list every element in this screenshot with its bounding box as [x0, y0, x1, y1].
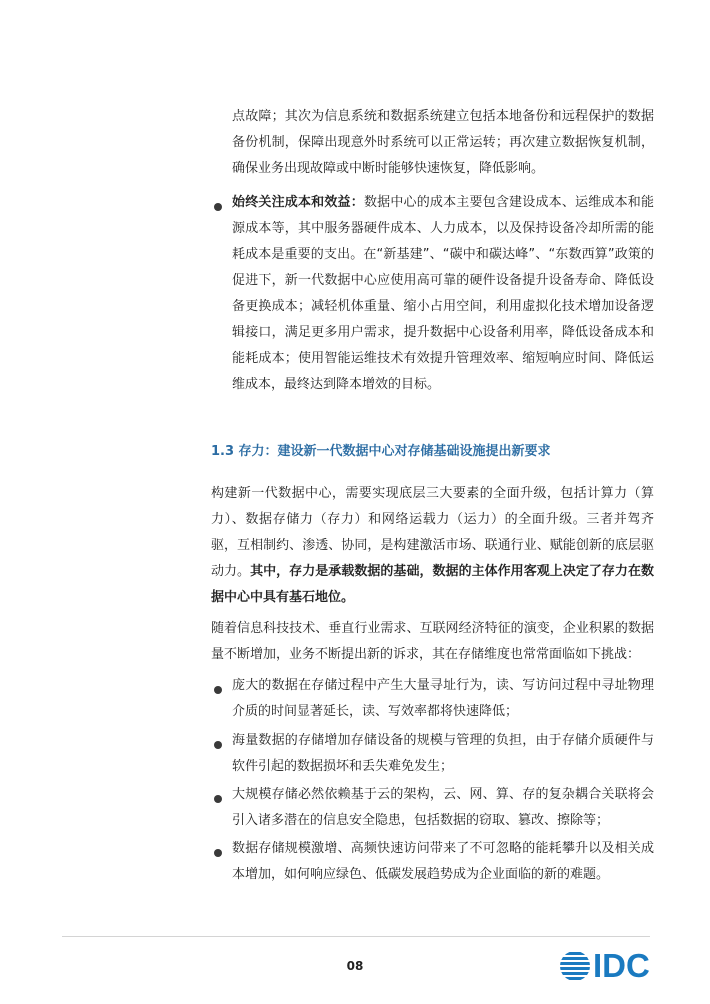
- bullet-cost-bold-lead: 始终关注成本和效益：: [232, 195, 364, 210]
- idc-logo: [560, 945, 652, 985]
- page-number: 08: [346, 959, 364, 973]
- challenge-item: 庞大的数据在存储过程中产生大量寻址行为，读、写访问过程中寻址物理介质的时间显著延长，读、写效率都将快速降低；: [232, 678, 654, 719]
- challenge-item: 大规模存储必然依赖基于云的架构，云、网、算、存的复杂耦合关联将会引入诸多潜在的信息安全隐患，包括数据的窃取、篡改、擦除等；: [232, 787, 654, 828]
- bullet-icon: [214, 849, 222, 857]
- challenge-item: 数据存储规模激增、高频快速访问带来了不可忽略的能耗攀升以及相关成本增加，如何响应绿色、低碳发展趋势成为企业面临的新的难题。: [232, 841, 654, 882]
- paragraph-challenges-intro: 随着信息科技技术、垂直行业需求、互联网经济特征的演变，企业积累的数据量不断增加，业务不断提出新的诉求，其在存储维度也常常面临如下挑战：: [211, 621, 654, 662]
- bullet-icon: [214, 203, 222, 211]
- paragraph-compute-storage: [211, 481, 654, 611]
- bullet-icon: [214, 686, 222, 694]
- logo-text: IDC: [593, 947, 650, 984]
- footer-divider: [62, 936, 650, 937]
- para1-bold: 其中，存力是承载数据的基础，数据的主体作用客观上决定了存力在数据中心中具有基石地位。: [211, 564, 654, 605]
- continuation-paragraph: 点故障；其次为信息系统和数据系统建立包括本地备份和远程保护的数据备份机制，保障出现意外时系统可以正常运转；再次建立数据恢复机制，确保业务出现故障或中断时能够快速恢复，降低影响。: [232, 109, 654, 176]
- globe-icon: [560, 951, 590, 981]
- bullet-cost-text: 数据中心的成本主要包含建设成本、运维成本和能源成本等，其中服务器硬件成本、人力成本，以及保持设备冷却所需的能耗成本是重要的支出。在“新基建”、“碳中和碳达峰”、“东数西算”政策的促进下，新一代数据中心应使用高可靠的硬件设备提升设备寿命、降低设备更换成本；减轻机体重量、缩小占用空间，利用虚拟化技术增加设备逻辑接口，满足更多用户需求，提升数据中心设备利用率，降低设备成本和能耗成本；使用智能运维技术有效提升管理效率、缩短响应时间、降低运维成本，最终达到降本增效的目标。: [232, 195, 654, 392]
- bullet-icon: [214, 741, 222, 749]
- para1-text: 构建新一代数据中心，需要实现底层三大要素的全面升级，包括计算力（算力）、数据存储力（存力）和网络运载力（运力）的全面升级。三者并驾齐驱，互相制约、渗透、协同，是构建激活市场、联通行业、赋能创新的底层驱动力。: [211, 486, 654, 579]
- section-heading: 1.3 存力：建设新一代数据中心对存储基础设施提出新要求: [211, 444, 551, 459]
- challenge-item: 海量数据的存储增加存储设备的规模与管理的负担，由于存储介质硬件与软件引起的数据损坏和丢失难免发生；: [232, 733, 654, 774]
- bullet-cost-benefit: [232, 190, 654, 398]
- bullet-icon: [214, 795, 222, 803]
